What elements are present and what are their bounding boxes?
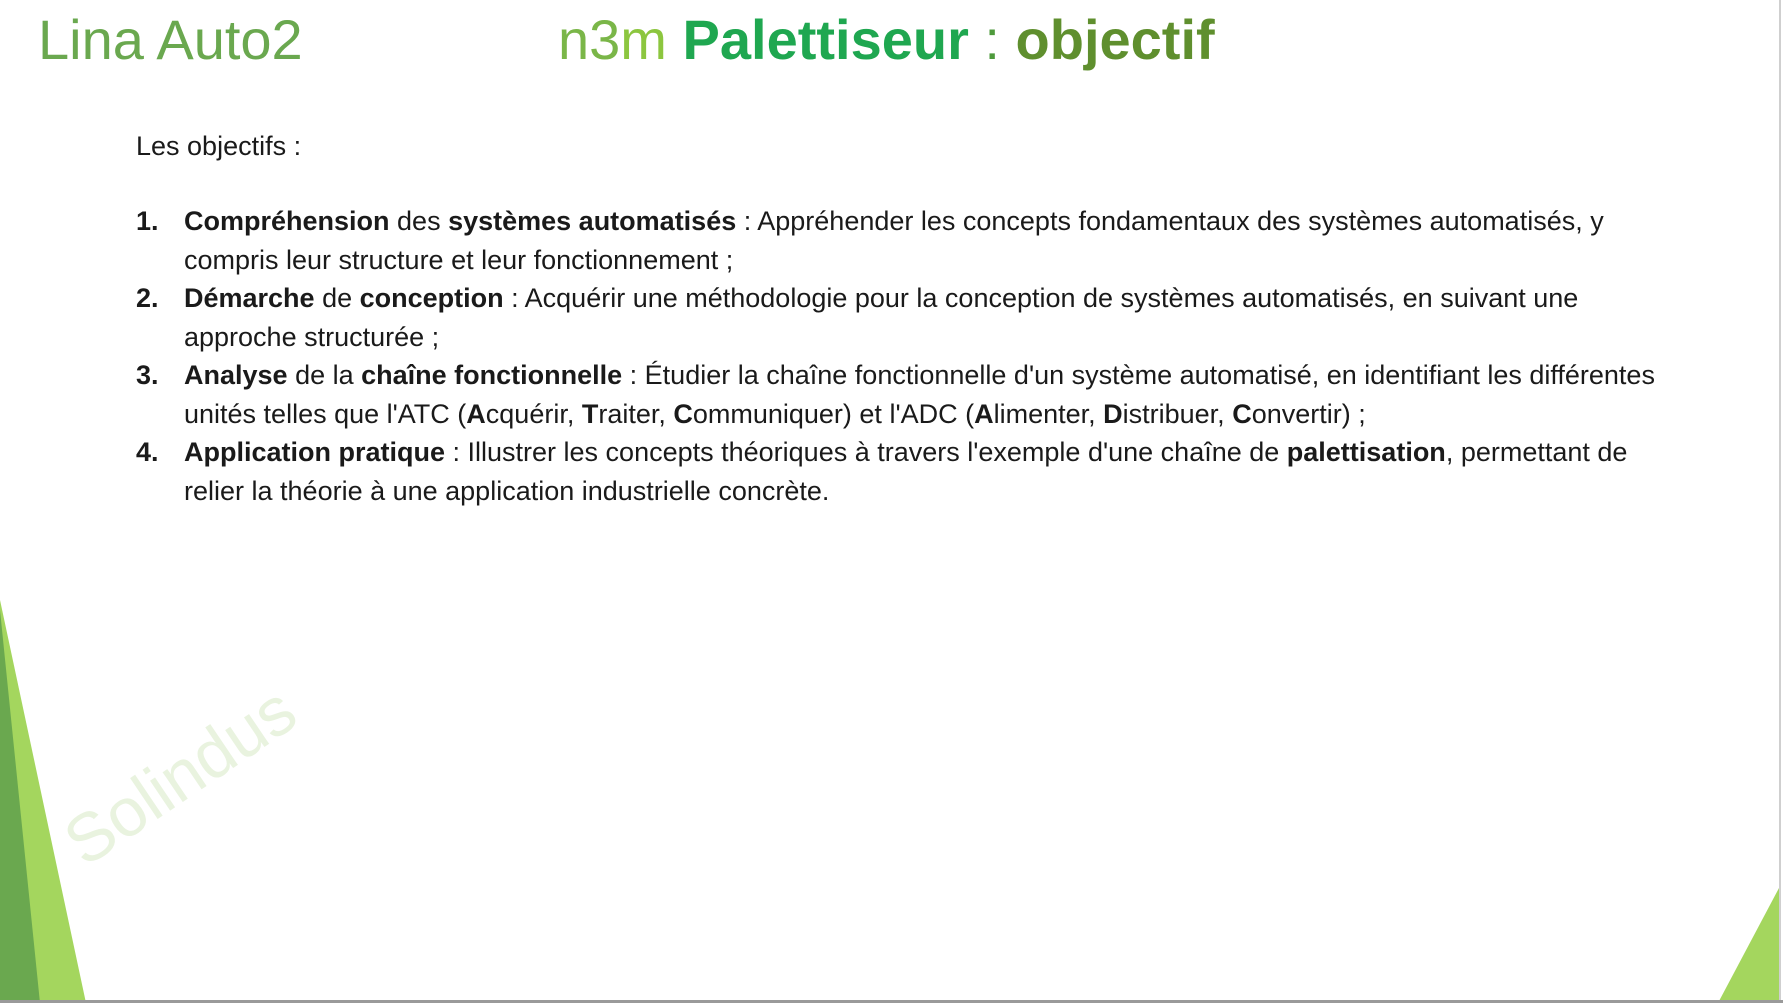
title-prefix-n3: n3 xyxy=(558,8,621,71)
slide-right-border xyxy=(1779,0,1781,1003)
title-suffix: objectif xyxy=(1015,8,1215,71)
objective-bold: Compréhension xyxy=(184,206,390,236)
objective-number: 1. xyxy=(136,206,159,236)
objective-item-2 xyxy=(136,279,1676,356)
title-main: Palettiseur xyxy=(682,8,969,71)
objective-text: , permettant de relier la théorie à une application industrielle concrète. xyxy=(184,437,1628,506)
objective-bold: systèmes automatisés xyxy=(448,206,737,236)
objective-bold: Analyse xyxy=(184,360,288,390)
objective-number: 2. xyxy=(136,283,159,313)
objective-text: : Appréhender les concepts fondamentaux des systèmes automatisés, y compris leur structure et leur fonctionnement ; xyxy=(184,206,1604,275)
slide-title xyxy=(558,4,1215,76)
objective-bold: C xyxy=(673,398,693,429)
objective-bold: T xyxy=(581,398,599,429)
objective-bold: chaîne fonctionnelle xyxy=(361,360,623,390)
objective-bold: conception xyxy=(359,283,504,313)
watermark-text: Solindus xyxy=(50,671,310,881)
objective-item-3 xyxy=(136,356,1676,433)
objective-bold: Démarche xyxy=(184,283,315,313)
title-separator: : xyxy=(968,8,1016,71)
title-prefix-m: m xyxy=(620,8,667,71)
brand-label: Lina Auto2 xyxy=(38,8,303,71)
objective-text: istribuer, xyxy=(1122,398,1233,429)
objective-text: des xyxy=(389,206,449,236)
objective-number: 4. xyxy=(136,437,159,467)
objective-text: onvertir) ; xyxy=(1251,398,1366,429)
objective-item-1 xyxy=(136,202,1676,279)
objective-text: limenter, xyxy=(993,398,1104,429)
objective-bold: A xyxy=(974,398,994,429)
objective-bold: A xyxy=(466,398,486,429)
objective-text: : Acquérir une méthodologie pour la conception de systèmes automatisés, en suivant une approche structurée ; xyxy=(184,283,1579,352)
objective-bold: C xyxy=(1232,398,1252,429)
objectives-list xyxy=(136,202,1676,510)
objective-text: ommuniquer) et l'ADC ( xyxy=(692,398,975,429)
objective-text: cquérir, xyxy=(485,398,582,429)
objective-bold: D xyxy=(1103,398,1123,429)
objective-text: raiter, xyxy=(598,398,674,429)
objective-text: : Illustrer les concepts théoriques à travers l'exemple d'une chaîne de xyxy=(445,437,1287,467)
objective-text: de la xyxy=(287,360,362,390)
objective-item-4 xyxy=(136,433,1676,510)
objective-bold: palettisation xyxy=(1286,437,1446,467)
objective-text: : Étudier la chaîne fonctionnelle d'un système automatisé, en identifiant les différentes unités telles que l'ATC ( xyxy=(184,360,1655,429)
right-accent-triangle xyxy=(1718,888,1779,1003)
objective-number: 3. xyxy=(136,360,159,390)
intro-text: Les objectifs : xyxy=(136,131,302,161)
objective-bold: Application pratique xyxy=(184,437,446,467)
objective-text: de xyxy=(314,283,360,313)
